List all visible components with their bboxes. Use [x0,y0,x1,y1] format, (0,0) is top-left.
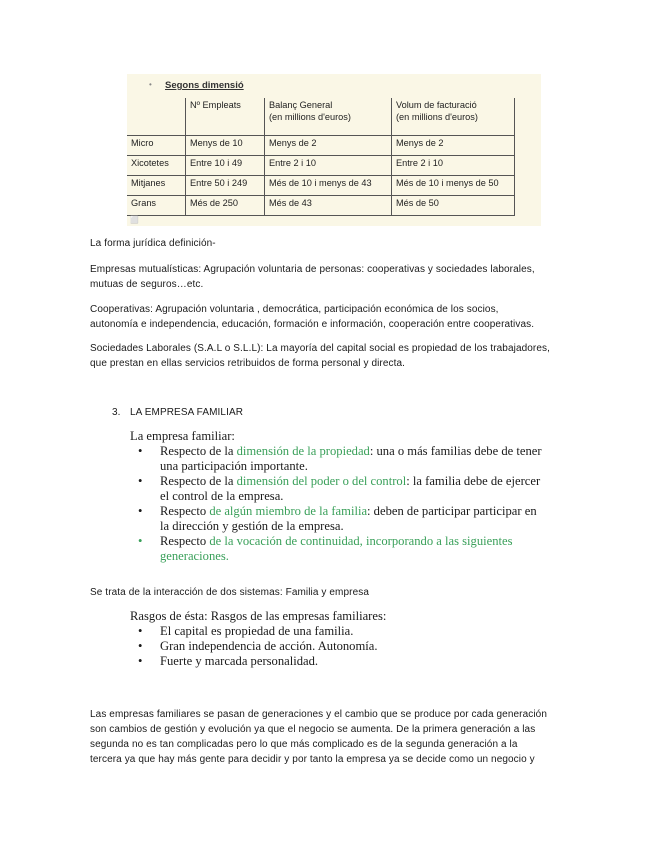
table-title: Segons dimensió [165,80,244,91]
table-cell: Xicotetes [127,155,186,175]
paragraph-line: segunda no es tan complicadas pero lo que más complicado es de la segunda generación a la [90,739,518,750]
table-cell: Més de 10 i menys de 50 [392,175,515,195]
table-cell: Entre 50 i 249 [186,175,265,195]
header-balance-line1: Balanç General [269,100,333,110]
header-cell-volume [392,98,515,135]
table-cell: Més de 250 [186,195,265,215]
empresa-familiar-block [130,429,590,564]
paragraph-line: son cambios de gestión y evolución ya que el negocio se aumenta. De la primera generación a las [90,724,536,735]
item-text: Gran independencia de acción. Autonomía. [160,639,378,653]
item-text: Fuerte y marcada personalidad. [160,654,319,668]
item-pre: Respecto de la [160,474,237,488]
item-highlight: de la vocación de continuidad, incorporando a las siguientes [209,534,513,548]
header-cell-employees: Nº Empleats [186,98,265,135]
size-table [127,98,515,216]
table-cell: Entre 2 i 10 [392,155,515,175]
table-row [127,155,515,175]
table-cell: Mitjanes [127,175,186,195]
item-post: : la familia debe de ejercer [406,474,541,488]
item-pre: Respecto de la [160,444,237,458]
list-item [130,624,590,639]
bullet-icon: • [138,474,143,488]
size-classification-table-image [127,74,541,226]
item-line2: el control de la empresa. [160,489,284,503]
table-row [127,175,515,195]
table-cell: Més de 50 [392,195,515,215]
sistemas-line: Se trata de la interacción de dos sistemas: Familia y empresa [90,587,369,598]
table-cell: Menys de 10 [186,135,265,155]
paragraph-line: Sociedades Laborales (S.A.L o S.L.L): La mayoría del capital social es propiedad de los trabajadores, [90,343,550,354]
item-line2: una participación importante. [160,459,308,473]
mutualisticas-paragraph [90,262,610,292]
paragraph-line: mutuas de seguros…etc. [90,279,204,290]
item-line2: la dirección y gestión de la empresa. [160,519,344,533]
table-cell: Més de 43 [265,195,392,215]
list-item [130,444,590,474]
section-number: 3. [112,407,121,418]
paragraph-line: Las empresas familiares se pasan de generaciones y el cambio que se produce por cada generación [90,709,547,720]
list-item [130,534,590,564]
table-cell: Menys de 2 [392,135,515,155]
table-cell: Micro [127,135,186,155]
bullet-icon: • [138,654,143,668]
bullet-icon: • [138,504,143,518]
paragraph-line: Empresas mutualísticas: Agrupación voluntaria de personas: cooperativas y sociedades laborales, [90,264,535,275]
bullet-icon: • [138,639,143,653]
header-balance-line2: (en millions d'euros) [269,112,351,122]
sociedades-laborales-paragraph [90,341,610,371]
paragraph-line: que prestan en ellas servicios retribuidos de forma personal y directa. [90,358,406,369]
table-cell: Entre 2 i 10 [265,155,392,175]
table-title-row [127,74,541,98]
header-volume-line1: Volum de facturació [396,100,477,110]
item-highlight: dimensión de la propiedad [236,444,370,458]
item-highlight: dimensión del poder o del control [236,474,407,488]
header-volume-line2: (en millions d'euros) [396,112,478,122]
header-cell-empty [127,98,186,135]
empresa-familiar-list [130,444,590,564]
item-text: El capital es propiedad de una familia. [160,624,354,638]
table-cell: Grans [127,195,186,215]
list-item [130,639,590,654]
list-item [130,474,590,504]
rasgos-list [130,624,590,669]
cooperativas-paragraph [90,302,610,332]
item-line2: generaciones. [160,549,229,563]
bullet-icon: • [138,534,143,548]
paragraph-line: tercera ya que hay más gente para decidir y por tanto la empresa ya se decide como un negocio y [90,754,535,765]
item-highlight: de algún miembro de la familia [209,504,368,518]
section-title: LA EMPRESA FAMILIAR [130,407,244,418]
table-cell: Menys de 2 [265,135,392,155]
item-post: : deben de participar participar en [367,504,537,518]
paragraph-line: Cooperativas: Agrupación voluntaria , democrática, participación económica de los socios, [90,304,499,315]
table-cell: Més de 10 i menys de 43 [265,175,392,195]
table-header-row [127,98,515,135]
bullet-icon: • [149,80,152,89]
rasgos-intro: Rasgos de ésta: Rasgos de las empresas familiares: [130,609,387,623]
item-pre: Respecto [160,504,210,518]
header-cell-balance [265,98,392,135]
paragraph-line: autonomía e independencia, educación, formación e información, cooperación entre cooperativas. [90,319,535,330]
list-item [130,504,590,534]
forma-juridica-heading: La forma jurídica definición- [90,238,216,249]
table-cell: Entre 10 i 49 [186,155,265,175]
item-pre: Respecto [160,534,210,548]
empresa-familiar-intro: La empresa familiar: [130,429,235,443]
rasgos-block [130,609,590,669]
bullet-icon: • [138,624,143,638]
closing-paragraph [90,707,610,767]
list-item [130,654,590,669]
table-row [127,135,515,155]
image-anchor-icon: ⬜ [130,217,139,224]
table-row [127,195,515,215]
item-post: : una o más familias debe de tener [369,444,542,458]
bullet-icon: • [138,444,143,458]
